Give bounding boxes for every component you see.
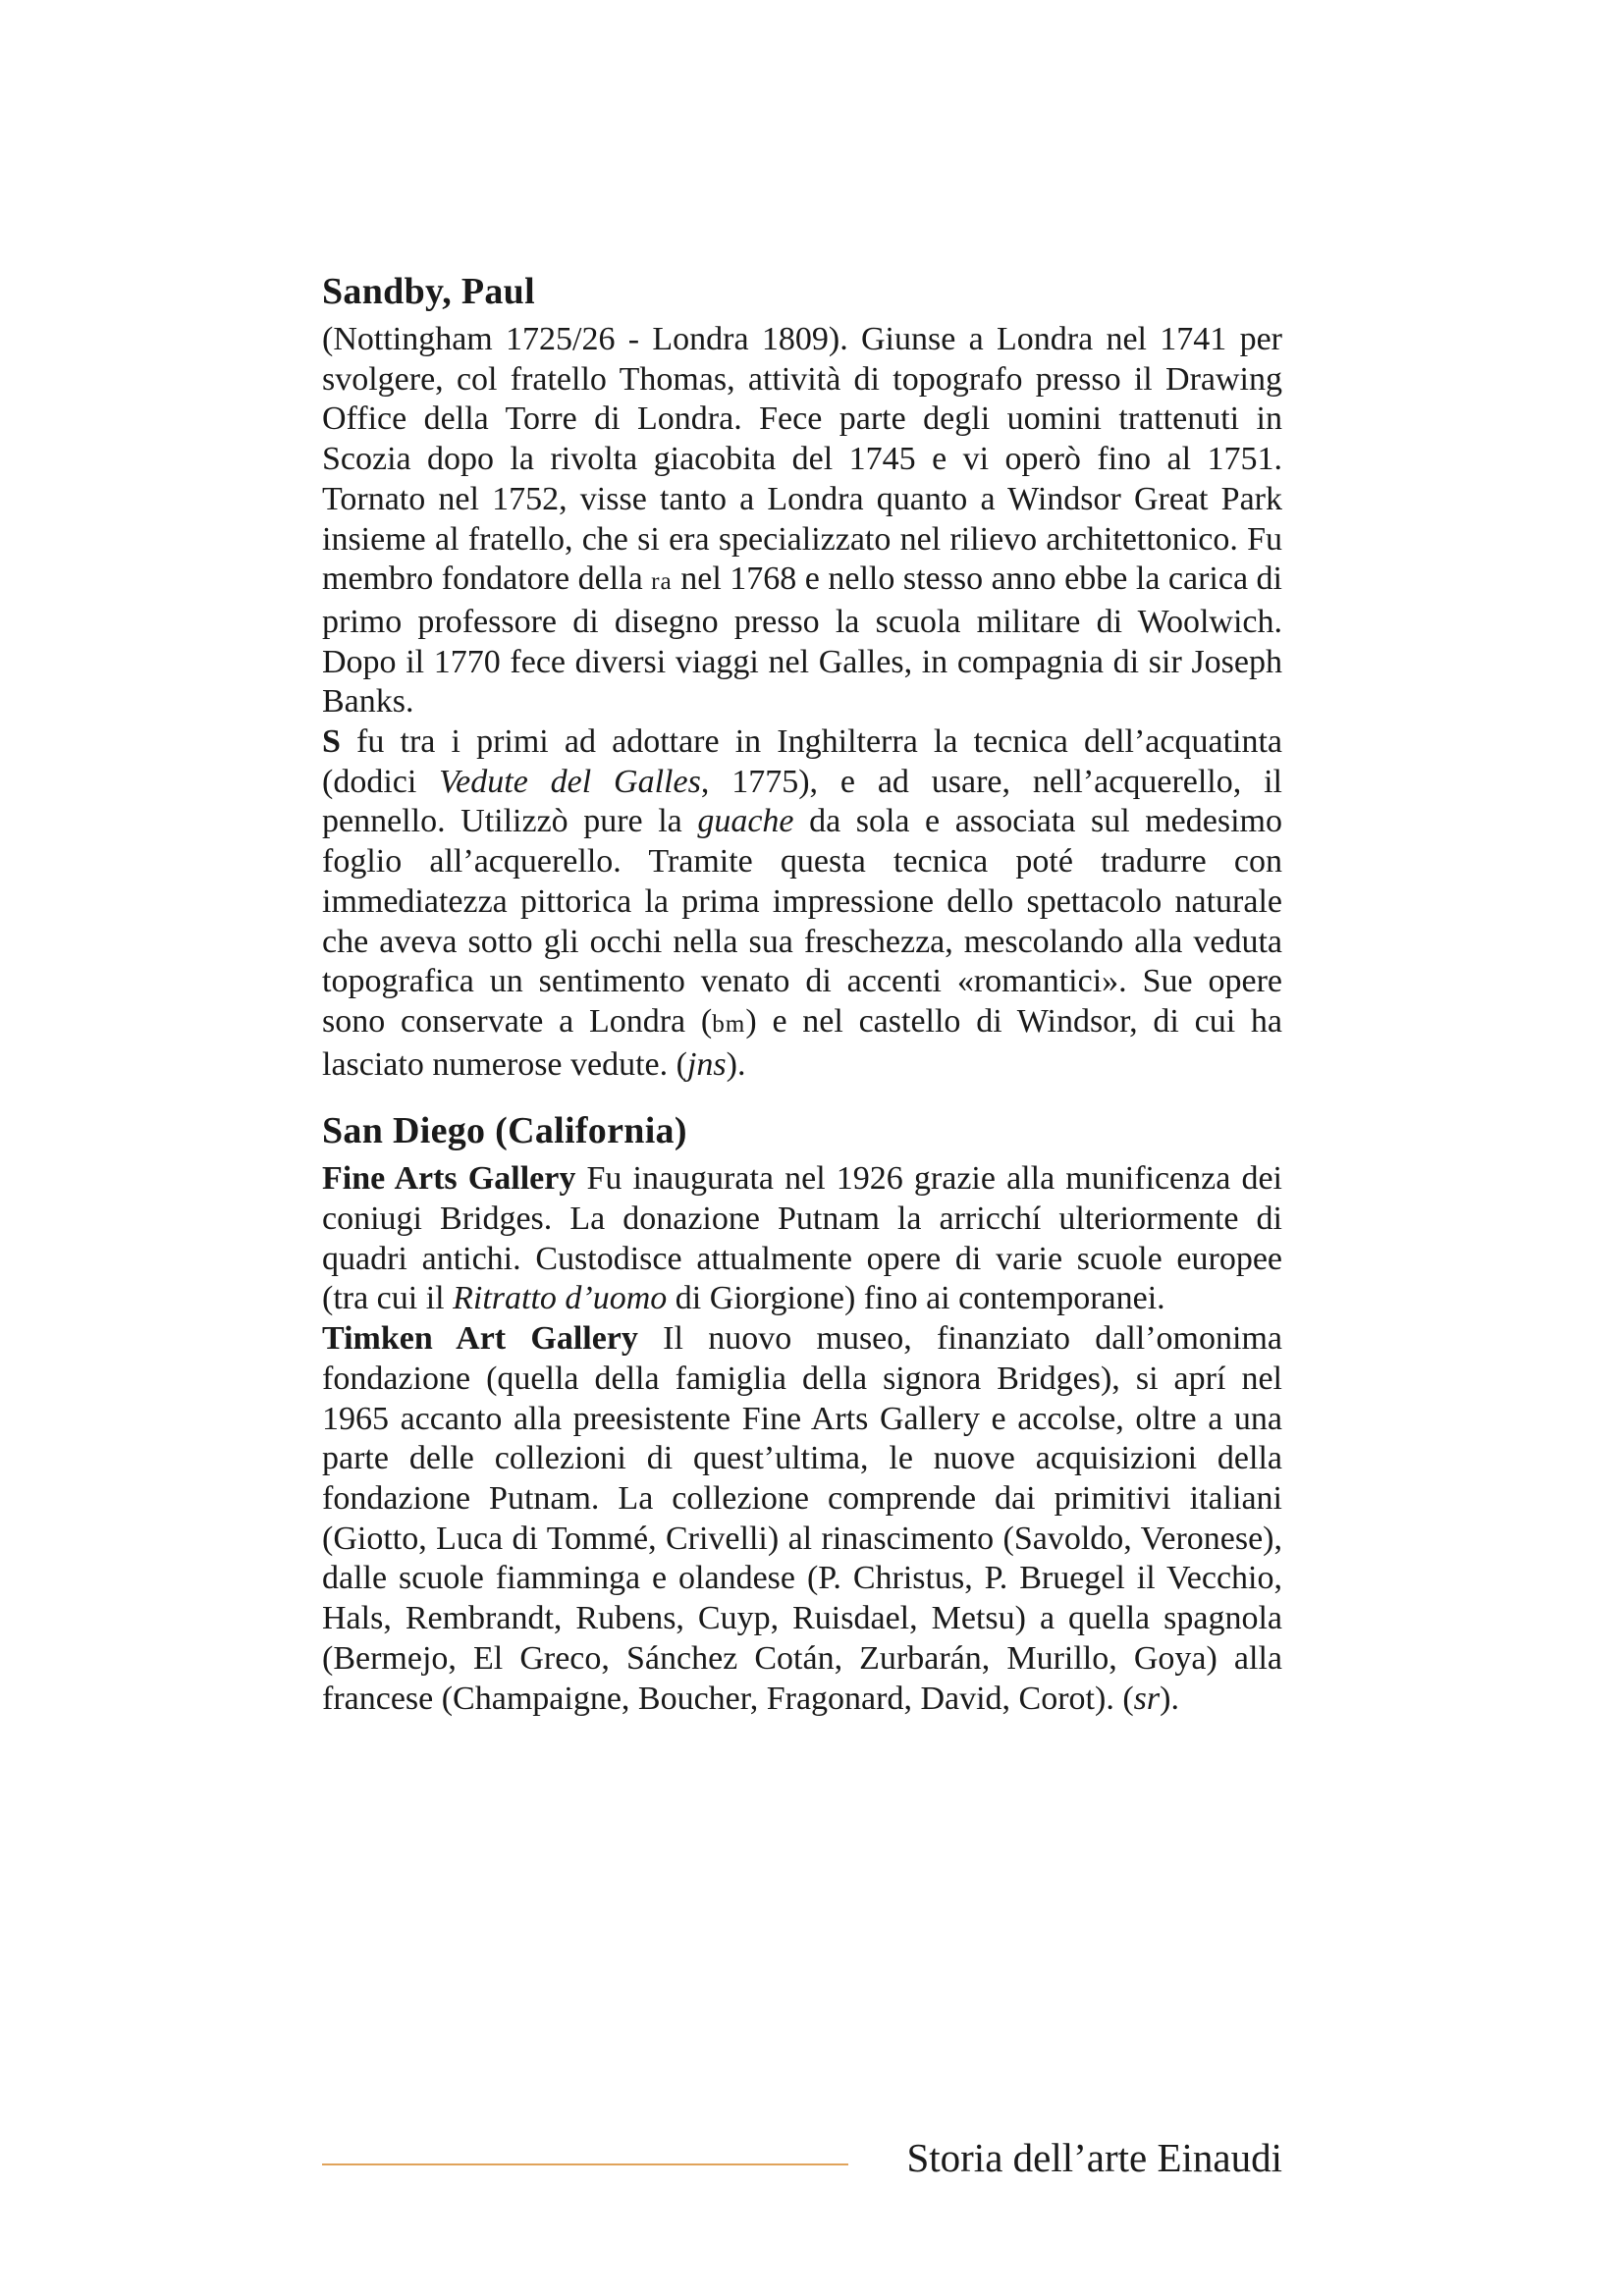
smallcaps-run: ra [651, 568, 673, 596]
entry-paragraph [322, 320, 1282, 722]
italic-run: Ritratto d’uomo [453, 1280, 668, 1317]
bold-run: Timken Art Gallery [322, 1320, 638, 1358]
text-run: da sola e associata sul medesimo foglio all’acquerello. Tramite questa tecnica poté tradurre con immediatezza pittorica la prima impressione dello spettacolo naturale che aveva sotto gli occhi nella sua freschezza, mescolando alla veduta topografica un sentimento venato di accenti «romantici». Sue opere sono conservate a Londra ( [322, 803, 1282, 1040]
text-run: di Giorgione) fino ai contemporanei. [667, 1280, 1165, 1317]
entry-paragraph [322, 1159, 1282, 1319]
bold-run: S [322, 723, 341, 761]
italic-run: guache [697, 803, 794, 840]
entry-san-diego [322, 1106, 1282, 1719]
text-run: ). [1160, 1680, 1179, 1717]
text-run: Fu inaugurata nel 1926 grazie alla munificenza dei coniugi Bridges. La donazione Putnam la arricchí ulteriormente di quadri antichi. Custodisce attualmente opere di varie scuole europee (tra cui il [322, 1160, 1282, 1317]
italic-run: Vedute del Galles [439, 763, 701, 800]
text-run: (Nottingham 1725/26 - Londra 1809). Giunse a Londra nel 1741 per svolgere, col fratello Thomas, attività di topografo presso il Drawing Office della Torre di Londra. Fece parte degli uomini trattenuti in Scozia dopo la rivolta giacobita del 1745 e vi operò fino al 1751. Tornato nel 1752, visse tanto a Londra quanto a Windsor Great Park insieme al fratello, che si era specializzato nel rilievo architettonico. Fu membro fondatore della [322, 321, 1282, 598]
footer-rule [322, 2163, 848, 2165]
italic-run: sr [1133, 1680, 1161, 1717]
text-run: Il nuovo museo, finanziato dall’omonima fondazione (quella della famiglia della signora Bridges), si aprí nel 1965 accanto alla preesistente Fine Arts Gallery e accolse, oltre a una parte delle collezioni di quest’ultima, le nuove acquisizioni della fondazione Putnam. La collezione comprende dai primitivi italiani (Giotto, Luca di Tommé, Crivelli) al rinascimento (Savoldo, Veronese), dalle scuole fiamminga e olandese (P. Christus, P. Bruegel il Vecchio, Hals, Rembrandt, Rubens, Cuyp, Ruisdael, Metsu) a quella spagnola (Bermejo, El Greco, Sánchez Cotán, Zurbarán, Murillo, Goya) alla francese (Champaigne, Boucher, Fragonard, David, Corot). ( [322, 1320, 1282, 1717]
page-footer [322, 2128, 1282, 2187]
text-run: ). [726, 1045, 746, 1083]
text-run: nel 1768 e nello stesso anno ebbe la carica di primo professore di disegno presso la scuola militare di Woolwich. Dopo il 1770 fece diversi viaggi nel Galles, in compagnia di sir Joseph Banks. [322, 561, 1282, 721]
entry-heading: San Diego (California) [322, 1110, 687, 1152]
entry-sandby [322, 267, 1282, 1085]
entry-heading: Sandby, Paul [322, 271, 535, 312]
bold-run: Fine Arts Gallery [322, 1160, 576, 1198]
text-run: ) e nel castello di Windsor, di cui ha lasciato numerose vedute. ( [322, 1002, 1282, 1083]
entry-paragraph [322, 722, 1282, 1085]
smallcaps-run: bm [712, 1010, 746, 1038]
footer-title: Storia dell’arte Einaudi [906, 2135, 1282, 2180]
text-run: , 1775), e ad usare, nell’acquerello, il pennello. Utilizzò pure la [322, 763, 1282, 840]
entry-paragraph [322, 1319, 1282, 1719]
page-text [322, 267, 1282, 1719]
text-run: fu tra i primi ad adottare in Inghilterra la tecnica dell’acquatinta (dodici [322, 723, 1282, 800]
italic-run: jns [686, 1045, 727, 1083]
